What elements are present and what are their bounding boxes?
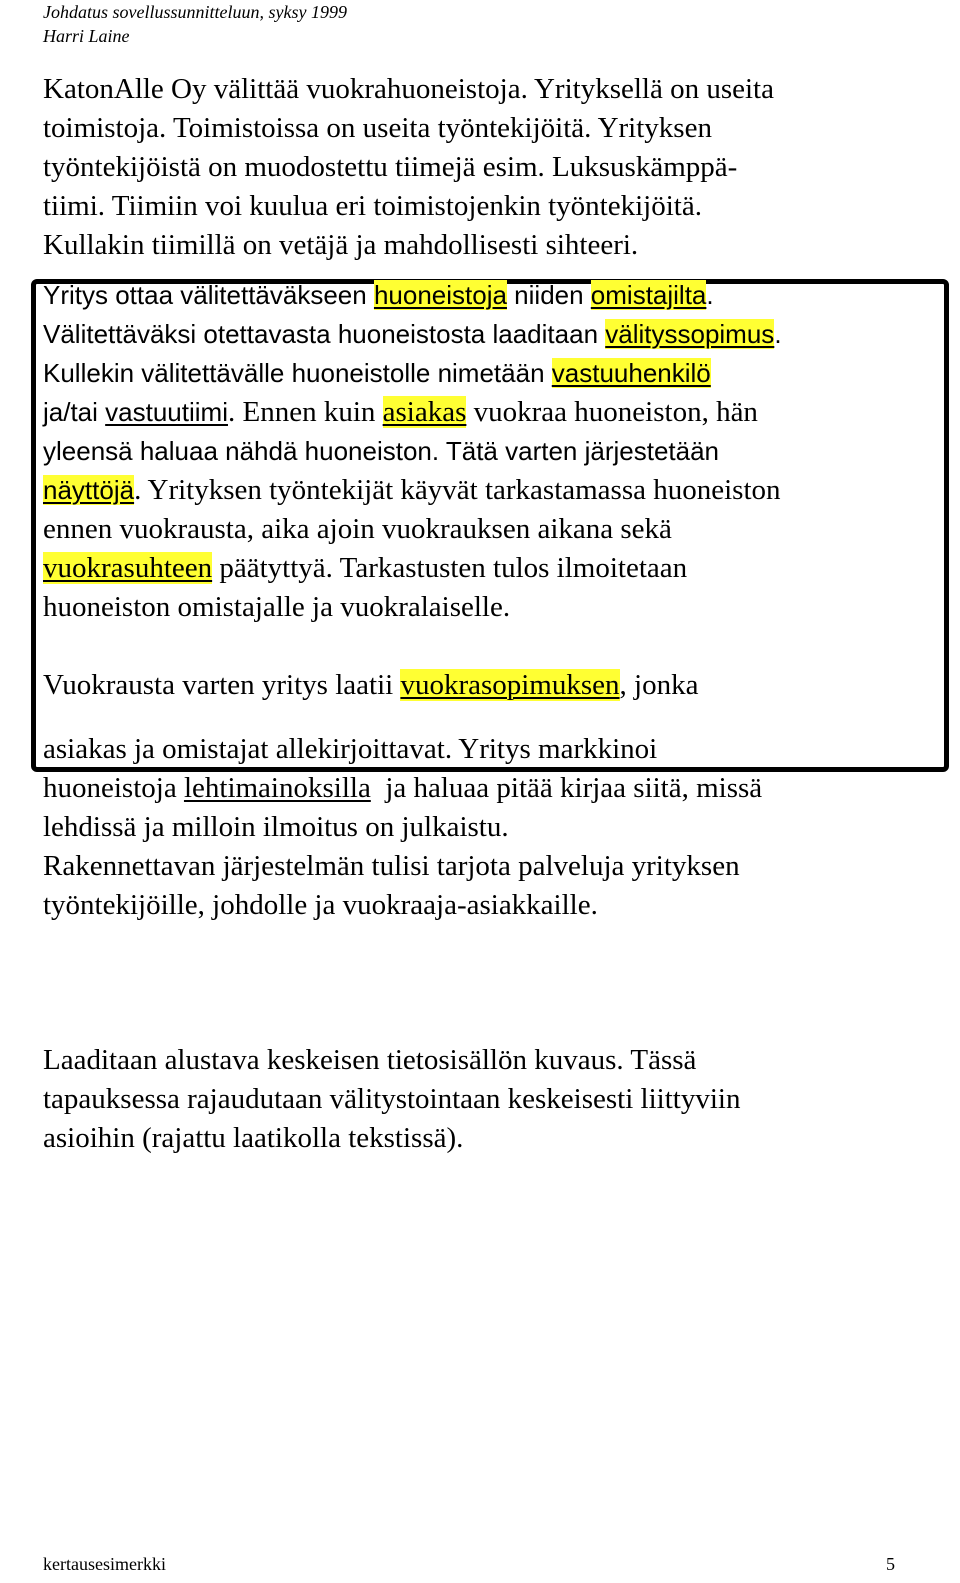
text-run: Vuokrausta varten yritys laatii xyxy=(43,669,401,701)
boxed-line xyxy=(43,393,782,432)
boxed-line xyxy=(43,276,782,315)
text-run: . Ennen kuin xyxy=(227,396,383,428)
intro-paragraph xyxy=(43,70,774,265)
text-run: . xyxy=(706,280,714,310)
course-title: Johdatus sovellussunnitteluun, syksy 1999 xyxy=(43,2,347,22)
text-run: . Yrityksen työntekijät käyvät tarkastamassa huoneiston xyxy=(134,474,781,506)
text-run: Välitettäväksi otettavasta huoneistosta laaditaan xyxy=(43,319,606,349)
text-line: Rakennettavan järjestelmän tulisi tarjota palveluja yrityksen xyxy=(43,850,740,882)
term-lehtimainoksilla: lehtimainoksilla xyxy=(183,772,371,804)
intro-line: toimistoja. Toimistoissa on useita työntekijöitä. Yrityksen xyxy=(43,112,712,144)
boxed-line xyxy=(43,510,782,549)
text-run: ennen vuokrausta, aika ajoin vuokrauksen aikana sekä xyxy=(43,513,672,545)
text-line xyxy=(43,769,762,808)
text-run: Kullekin välitettävälle huoneistolle nimetään xyxy=(43,358,552,388)
text-run: , jonka xyxy=(619,669,699,701)
text-line: tapauksessa rajaudutaan välitystointaan keskeisesti liittyviin xyxy=(43,1083,741,1115)
boxed-line xyxy=(43,432,782,471)
text-run: päätyttyä. Tarkastusten tulos ilmoitetaan xyxy=(212,552,688,584)
boxed-paragraph xyxy=(43,276,782,705)
term-omistajilta: omistajilta xyxy=(590,280,707,310)
term-vastuutiimi: vastuutiimi xyxy=(105,397,228,427)
blank-line xyxy=(43,627,782,666)
page-number: 5 xyxy=(886,1554,895,1574)
term-valityssopimus: välityssopimus xyxy=(605,319,775,349)
after-box-paragraph xyxy=(43,730,762,925)
text-run: ja haluaa pitää kirjaa siitä, missä xyxy=(370,772,763,804)
boxed-line xyxy=(43,471,782,510)
text-line: Laaditaan alustava keskeisen tietosisällön kuvaus. Tässä xyxy=(43,1044,697,1076)
term-huoneistoja: huoneistoja xyxy=(373,280,507,310)
text-run: yleensä haluaa nähdä huoneiston. Tätä varten järjestetään xyxy=(43,436,720,466)
term-asiakas: asiakas xyxy=(382,396,467,428)
text-run: vuokraa huoneiston, hän xyxy=(466,396,758,428)
boxed-line xyxy=(43,588,782,627)
text-line: asiakas ja omistajat allekirjoittavat. Yritys markkinoi xyxy=(43,733,658,765)
footer-label: kertausesimerkki xyxy=(43,1554,166,1574)
text-run: huoneistoja xyxy=(43,772,184,804)
term-vastuuhenkilo: vastuuhenkilö xyxy=(551,358,711,388)
boxed-line xyxy=(43,315,782,354)
text-run: huoneiston omistajalle ja vuokralaiselle. xyxy=(43,591,511,623)
text-run: . xyxy=(774,319,782,349)
text-line: työntekijöille, johdolle ja vuokraaja-asiakkaille. xyxy=(43,889,598,921)
intro-line: KatonAlle Oy välittää vuokrahuoneistoja. Yrityksellä on useita xyxy=(43,73,774,105)
term-nayttoja: näyttöjä xyxy=(43,475,135,505)
text-line: lehdissä ja milloin ilmoitus on julkaistu. xyxy=(43,811,509,843)
page-header xyxy=(43,0,347,48)
boxed-line xyxy=(43,549,782,588)
text-line: asioihin (rajattu laatikolla tekstissä). xyxy=(43,1122,464,1154)
boxed-line xyxy=(43,666,782,705)
intro-line: tiimi. Tiimiin voi kuulua eri toimistojenkin työntekijöitä. xyxy=(43,190,702,222)
text-run: ja/tai xyxy=(43,397,106,427)
boxed-line xyxy=(43,354,782,393)
text-run: Yritys ottaa välitettäväkseen xyxy=(43,280,374,310)
term-vuokrasuhteen: vuokrasuhteen xyxy=(43,552,213,584)
author-name: Harri Laine xyxy=(43,26,130,46)
term-vuokrasopimuksen: vuokrasopimuksen xyxy=(400,669,620,701)
intro-line: työntekijöistä on muodostettu tiimejä esim. Luksuskämppä- xyxy=(43,151,738,183)
closing-paragraph xyxy=(43,1041,740,1158)
text-run: niiden xyxy=(506,280,591,310)
intro-line: Kullakin tiimillä on vetäjä ja mahdollisesti sihteeri. xyxy=(43,229,639,261)
